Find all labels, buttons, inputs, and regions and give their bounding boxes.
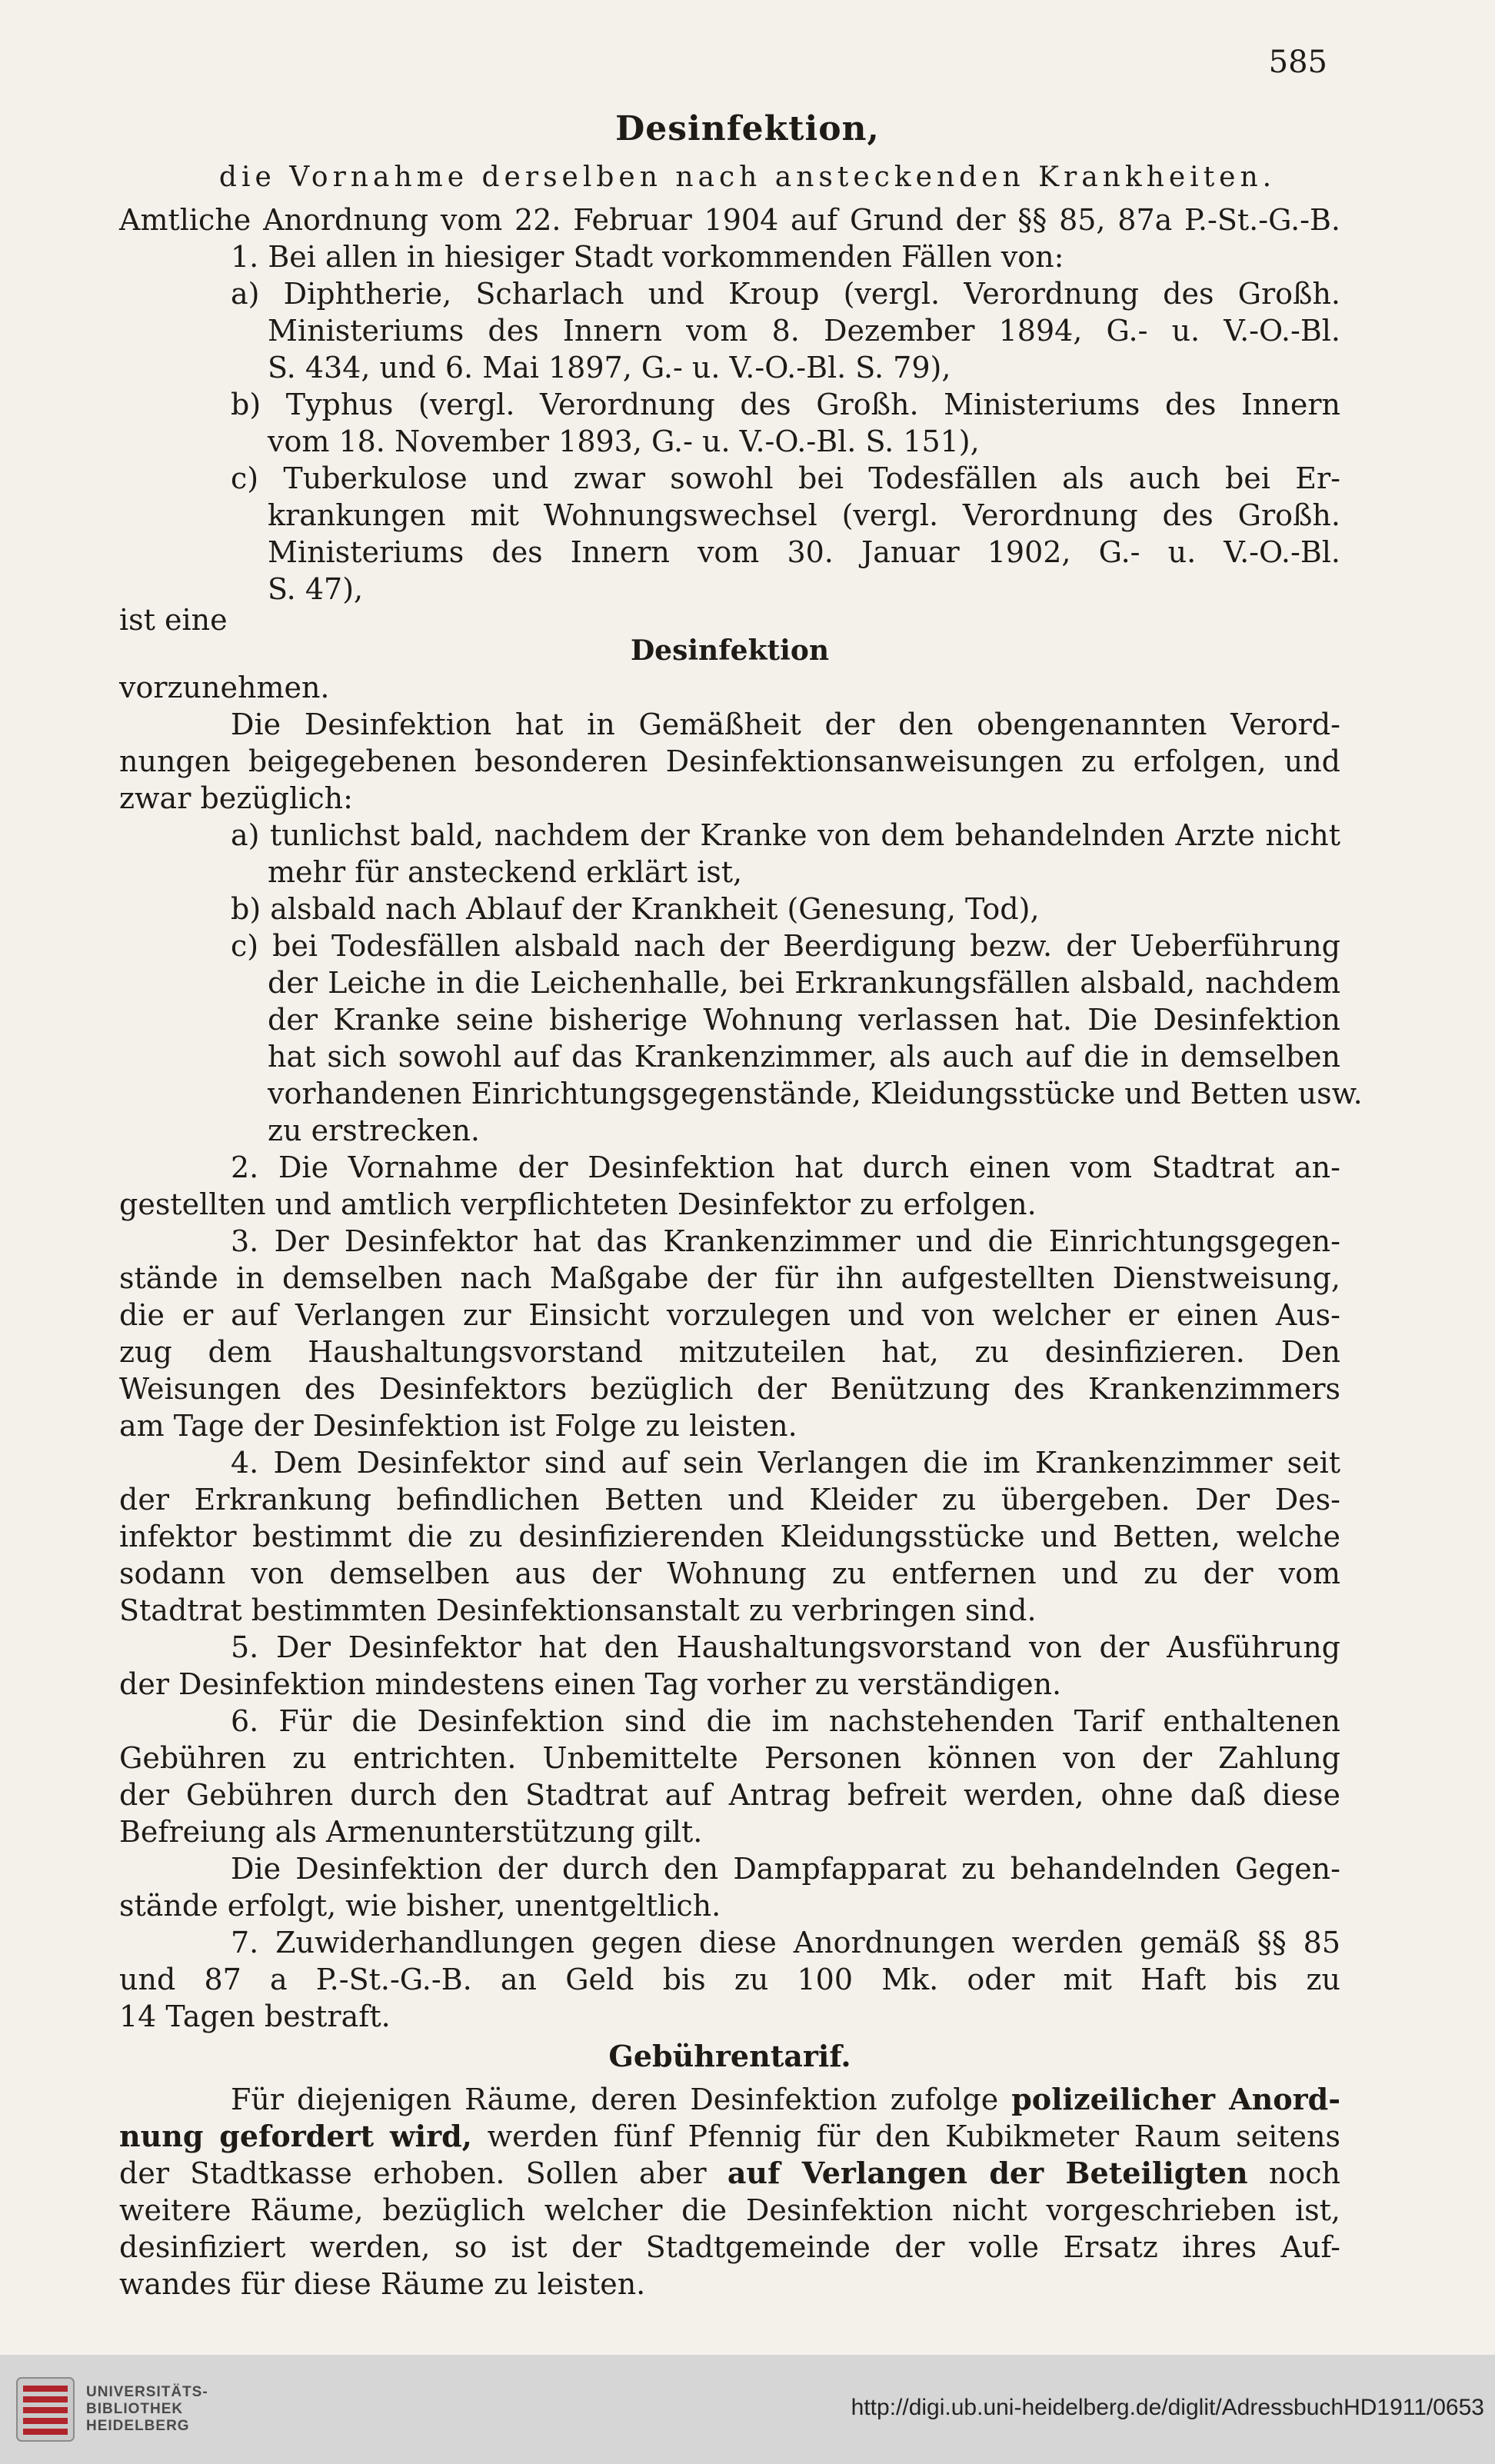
text-line: Ministeriums des Innern vom 30. Januar 1902, G.- u. V.-O.-Bl. bbox=[268, 535, 1340, 569]
text-line: S. 434, und 6. Mai 1897, G.- u. V.-O.-Bl. S. 79), bbox=[268, 351, 951, 385]
text-line: b) Typhus (vergl. Verordnung des Großh. Ministeriums des Innern bbox=[231, 388, 1340, 421]
text-line: zwar bezüglich: bbox=[119, 781, 353, 815]
text-line: 4. Dem Desinfektor sind auf sein Verlangen die im Krankenzimmer seit bbox=[231, 1446, 1340, 1480]
text-line: der Kranke seine bisherige Wohnung verlassen hat. Die Desinfektion bbox=[268, 1003, 1340, 1037]
text-line: a) Diphtherie, Scharlach und Kroup (vergl. Verordnung des Großh. bbox=[231, 277, 1340, 311]
text-line: vom 18. November 1893, G.- u. V.-O.-Bl. S. 151), bbox=[268, 425, 980, 458]
text-line bbox=[119, 2155, 1340, 2192]
text-line: der Leiche in die Leichenhalle, bei Erkrankungsfällen alsbald, nachdem bbox=[268, 966, 1340, 1000]
text-line: c) bei Todesfällen alsbald nach der Beerdigung bezw. der Ueberführung bbox=[231, 929, 1340, 963]
text-line: a) tunlichst bald, nachdem der Kranke von dem behandelnden Arzte nicht bbox=[231, 818, 1340, 852]
text-line: hat sich sowohl auf das Krankenzimmer, als auch auf die in demselben bbox=[268, 1040, 1340, 1074]
bold-run: polizeilicher Anord- bbox=[1011, 2082, 1340, 2116]
page-subtitle: die Vornahme derselben nach ansteckenden Krankheiten. bbox=[218, 161, 1277, 193]
text-line: c) Tuberkulose und zwar sowohl bei Todesfällen als auch bei Er- bbox=[231, 461, 1340, 495]
text-line: Amtliche Anordnung vom 22. Februar 1904 auf Grund der §§ 85, 87a P.-St.-G.-B. bbox=[119, 203, 1340, 237]
text-line: 1. Bei allen in hiesiger Stadt vorkommenden Fällen von: bbox=[231, 240, 1064, 274]
text-line: 5. Der Desinfektor hat den Haushaltungsvorstand von der Ausführung bbox=[231, 1630, 1340, 1664]
text-line: stände in demselben nach Maßgabe der für ihn aufgestellten Dienstweisung, bbox=[119, 1261, 1340, 1295]
library-name bbox=[86, 2384, 208, 2435]
text-line: Weisungen des Desinfektors bezüglich der Benützung des Krankenzimmers bbox=[119, 1372, 1340, 1406]
text-line: zug dem Haushaltungsvorstand mitzuteilen hat, zu desinfizieren. Den bbox=[119, 1335, 1340, 1369]
text-line: gestellten und amtlich verpflichteten Desinfektor zu erfolgen. bbox=[119, 1187, 1037, 1221]
text-run: Für diejenigen Räume, deren Desinfektion zufolge bbox=[231, 2083, 1012, 2116]
text-line: Gebühren zu entrichten. Unbemittelte Personen können von der Zahlung bbox=[119, 1741, 1340, 1775]
text-line: die er auf Verlangen zur Einsicht vorzulegen und von welcher er einen Aus- bbox=[119, 1298, 1340, 1332]
page-title: Desinfektion, bbox=[615, 109, 880, 148]
library-name-line: UNIVERSITÄTS- bbox=[86, 2384, 208, 2400]
text-line: b) alsbald nach Ablauf der Krankheit (Genesung, Tod), bbox=[231, 892, 1040, 926]
text-line: infektor bestimmt die zu desinfizierenden Kleidungsstücke und Betten, welche bbox=[119, 1520, 1340, 1553]
text-line: der Desinfektion mindestens einen Tag vorher zu verständigen. bbox=[119, 1667, 1062, 1701]
text-line: nungen beigegebenen besonderen Desinfektionsanweisungen zu erfolgen, und bbox=[119, 744, 1340, 778]
text-line: der Erkrankung befindlichen Betten und Kleider zu übergeben. Der Des- bbox=[119, 1483, 1340, 1517]
text-line: zu erstrecken. bbox=[268, 1114, 481, 1147]
text-line: weitere Räume, bezüglich welcher die Desinfektion nicht vorgeschrieben ist, bbox=[119, 2193, 1340, 2227]
library-name-line: HEIDELBERG bbox=[86, 2418, 190, 2434]
text-line: ist eine bbox=[119, 603, 228, 637]
text-line: mehr für ansteckend erklärt ist, bbox=[268, 855, 743, 889]
text-line: Befreiung als Armenunterstützung gilt. bbox=[119, 1815, 703, 1849]
text-line: 7. Zuwiderhandlungen gegen diese Anordnungen werden gemäß §§ 85 bbox=[231, 1926, 1340, 1960]
text-line: desinfiziert werden, so ist der Stadtgemeinde der volle Ersatz ihres Auf- bbox=[119, 2230, 1340, 2264]
text-line bbox=[231, 2081, 1340, 2118]
text-line: 3. Der Desinfektor hat das Krankenzimmer und die Einrichtungsgegen- bbox=[231, 1224, 1340, 1258]
text-line: S. 47), bbox=[268, 572, 364, 606]
source-url[interactable]: http://digi.ub.uni-heidelberg.de/diglit/AdressbuchHD1911/0653 bbox=[851, 2395, 1484, 2420]
text-line: Die Desinfektion hat in Gemäßheit der den obengenannten Verord- bbox=[231, 708, 1340, 741]
text-line: stände erfolgt, wie bisher, unentgeltlich. bbox=[119, 1889, 721, 1923]
section-heading: Desinfektion bbox=[630, 634, 830, 667]
text-line: vorzunehmen. bbox=[119, 671, 330, 704]
text-line: vorhandenen Einrichtungsgegenstände, Kleidungsstücke und Betten usw. bbox=[268, 1077, 1363, 1110]
text-line: 6. Für die Desinfektion sind die im nachstehenden Tarif enthaltenen bbox=[231, 1704, 1340, 1738]
text-line: Die Desinfektion der durch den Dampfapparat zu behandelnden Gegen- bbox=[231, 1852, 1340, 1886]
text-run: noch bbox=[1247, 2156, 1340, 2190]
text-line: Stadtrat bestimmten Desinfektionsanstalt zu verbringen sind. bbox=[119, 1593, 1037, 1627]
library-name-line: BIBLIOTHEK bbox=[86, 2401, 184, 2417]
text-line: wandes für diese Räume zu leisten. bbox=[119, 2267, 646, 2301]
text-line: sodann von demselben aus der Wohnung zu entfernen und zu der vom bbox=[119, 1557, 1340, 1590]
section-heading: Gebührentarif. bbox=[608, 2039, 851, 2073]
text-line: und 87 a P.-St.-G.-B. an Geld bis zu 100 Mk. oder mit Haft bis zu bbox=[119, 1963, 1340, 1996]
bold-run: auf Verlangen der Beteiligten bbox=[727, 2156, 1248, 2190]
text-line bbox=[119, 2118, 1340, 2155]
text-run: werden fünf Pfennig für den Kubikmeter Raum seitens bbox=[471, 2119, 1340, 2153]
page-number: 585 bbox=[1268, 45, 1327, 80]
footer-bar bbox=[0, 2355, 1495, 2464]
text-line: am Tage der Desinfektion ist Folge zu leisten. bbox=[119, 1409, 797, 1443]
bold-run: nung gefordert wird, bbox=[119, 2119, 472, 2153]
text-line: Ministeriums des Innern vom 8. Dezember 1894, G.- u. V.-O.-Bl. bbox=[268, 314, 1340, 348]
text-run: der Stadtkasse erhoben. Sollen aber bbox=[119, 2156, 728, 2190]
university-seal-icon bbox=[15, 2376, 75, 2442]
text-line: krankungen mit Wohnungswechsel (vergl. Verordnung des Großh. bbox=[268, 498, 1340, 532]
text-line: 14 Tagen bestraft. bbox=[119, 2000, 391, 2033]
text-line: 2. Die Vornahme der Desinfektion hat durch einen vom Stadtrat an- bbox=[231, 1150, 1340, 1184]
text-line: der Gebühren durch den Stadtrat auf Antrag befreit werden, ohne daß diese bbox=[119, 1778, 1340, 1812]
